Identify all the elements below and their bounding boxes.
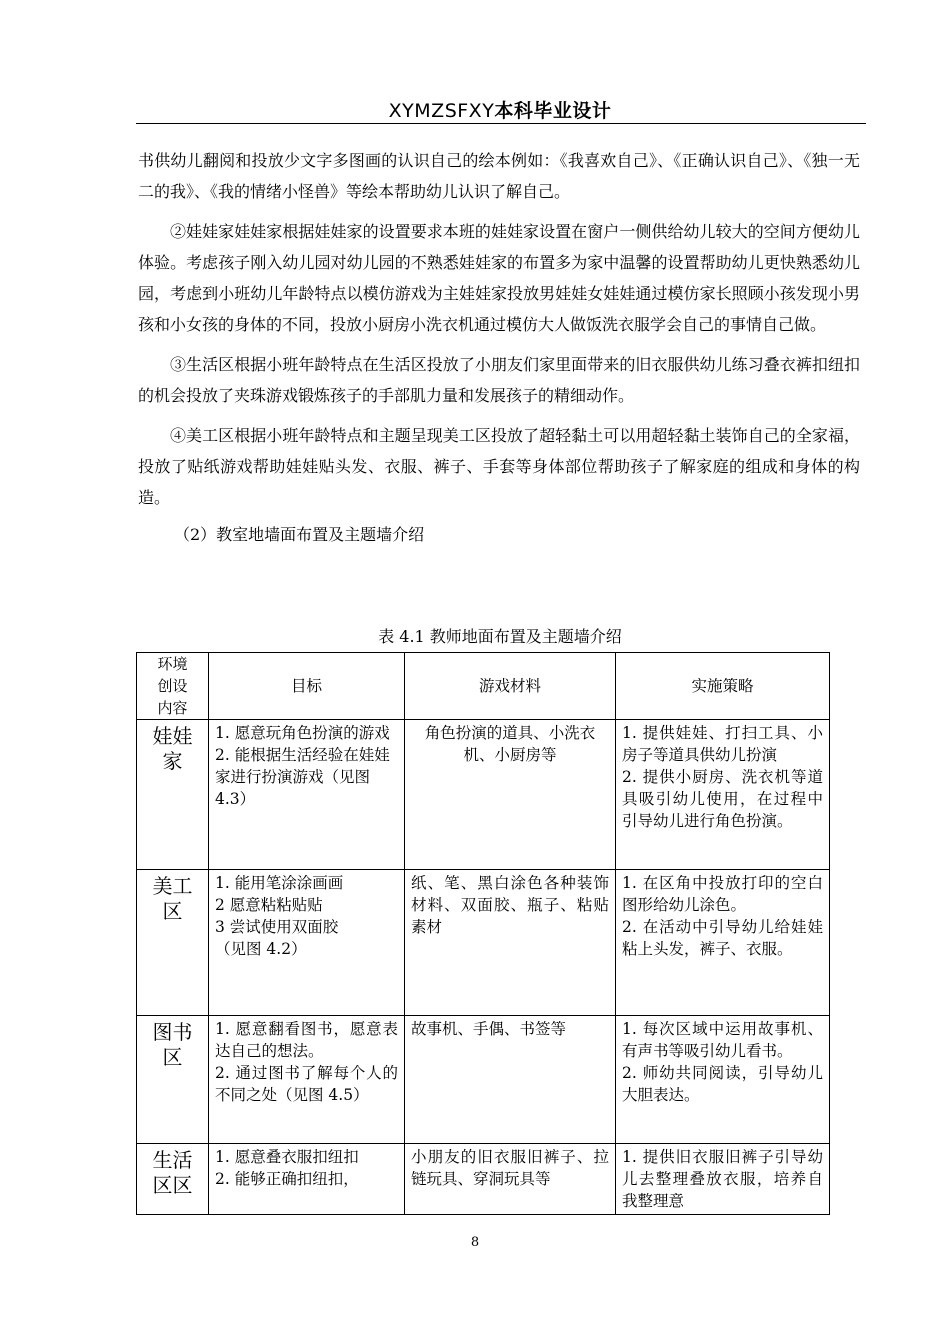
goal-item: 2 愿意粘粘贴贴 [215,896,323,914]
area-line: 美工 [152,874,193,898]
header-title: XYMZSFXY [388,100,495,122]
area-line: 家 [162,749,183,773]
paragraph-doll-house: ②娃娃家娃娃家根据娃娃家的设置要求本班的娃娃家设置在窗户一侧供给幼儿较大的空间方便幼儿体验。考虑孩子刚入幼儿园对幼儿园的不熟悉娃娃家的布置多为家中温馨的设置帮助幼儿更快熟悉幼儿园，考虑到小班幼儿年龄特点以模仿游戏为主娃娃家投放男娃娃女娃娃通过模仿家长照顾小孩发现小男孩和小女孩的身体的不同，投放小厨房小洗衣机通过模仿大人做饭洗衣服学会自己的事情自己做。 [138,222,860,334]
strategy-cell [616,720,830,870]
strategy-item: 2. 提供小厨房、洗衣机等道具吸引幼儿使用，在过程中引导幼儿进行角色扮演。 [622,768,823,830]
header-materials: 游戏材料 [405,653,616,720]
strategy-item: 1. 在区角中投放打印的空白图形给幼儿涂色。 [622,874,823,914]
area-line: 区 [162,1045,183,1069]
strategy-item: 2. 师幼共同阅读，引导幼儿大胆表达。 [622,1064,823,1104]
materials-cell: 故事机、手偶、书签等 [405,1016,616,1144]
table-row [137,1016,830,1144]
area-line: 区区 [152,1173,193,1197]
paragraph-continuation: 书供幼儿翻阅和投放少文字多图画的认识自己的绘本例如：《我喜欢自己》、《正确认识自己》、《独一无二的我》、《我的情绪小怪兽》等绘本帮助幼儿认识了解自己。 [138,151,860,201]
goal-item: 2. 能根据生活经验在娃娃家进行扮演游戏（见图 4.3） [215,746,390,808]
goal-item: 1. 愿意翻看图书，愿意表达自己的想法。 [215,1020,398,1060]
goal-cell [209,720,405,870]
goal-item: 2. 能够正确扣纽扣， [215,1170,359,1188]
strategy-item: 1. 提供旧衣服旧裤子引导幼儿去整理叠放衣服，培养自我整理意 [622,1148,823,1210]
area-line: 图书 [152,1020,193,1044]
area-line: 生活 [152,1148,193,1172]
paragraph-art-area: ④美工区根据小班年龄特点和主题呈现美工区投放了超轻黏土可以用超轻黏土装饰自己的全家福，投放了贴纸游戏帮助娃娃贴头发、衣服、裤子、手套等身体部位帮助孩子了解家庭的组成和身体的构造。 [138,426,860,507]
header-area-line: 创设 [157,677,188,695]
goal-item: 3 尝试使用双面胶 [215,918,339,936]
body-text [138,145,860,550]
subsection-heading: （2）教室地墙面布置及主题墙介绍 [174,525,425,544]
table-row [137,870,830,1016]
header-area-line: 环境 [157,655,188,673]
goal-item: 1. 愿意玩角色扮演的游戏 [215,724,390,742]
area-cell [137,720,209,870]
goal-item: 1. 愿意叠衣服扣纽扣 [215,1148,359,1166]
table-row [137,1144,830,1215]
area-line: 区 [162,899,183,923]
header-area-line: 内容 [157,699,188,717]
header-goal: 目标 [209,653,405,720]
table-header-row [137,653,830,720]
materials-cell: 角色扮演的道具、小洗衣机、小厨房等 [405,720,616,870]
area-cell [137,1016,209,1144]
goal-item: （见图 4.2） [215,940,307,958]
goal-item: 2. 通过图书了解每个人的不同之处（见图 4.5） [215,1064,398,1104]
area-line: 娃娃 [152,724,193,748]
page-header [136,96,864,122]
paragraph-life-area: ③生活区根据小班年龄特点在生活区投放了小朋友们家里面带来的旧衣服供幼儿练习叠衣裤扣纽扣的机会投放了夹珠游戏锻炼孩子的手部肌力量和发展孩子的精细动作。 [138,355,860,405]
strategy-cell [616,1016,830,1144]
strategy-item: 1. 提供娃娃、打扫工具、小房子等道具供幼儿扮演 [622,724,823,764]
goal-cell [209,1016,405,1144]
header-strategy: 实施策略 [616,653,830,720]
strategy-cell [616,1144,830,1215]
goal-cell [209,1144,405,1215]
goal-cell [209,870,405,1016]
materials-cell: 小朋友的旧衣服旧裤子、拉链玩具、穿洞玩具等 [405,1144,616,1215]
strategy-item: 1. 每次区域中运用故事机、有声书等吸引幼儿看书。 [622,1020,823,1060]
area-cell [137,1144,209,1215]
table-caption: 表 4.1 教师地面布置及主题墙介绍 [378,627,622,646]
header-suffix: 本科毕业设计 [494,100,612,122]
table-row [137,720,830,870]
header-divider [136,123,866,124]
strategy-cell [616,870,830,1016]
page-number: 8 [470,1235,480,1250]
area-cell [137,870,209,1016]
materials-cell: 纸、笔、黑白涂色各种装饰材料、双面胶、瓶子、粘贴素材 [405,870,616,1016]
strategy-item: 2. 在活动中引导幼儿给娃娃粘上头发，裤子、衣服。 [622,918,823,958]
environment-table [136,652,830,1215]
goal-item: 1. 能用笔涂涂画画 [215,874,344,892]
header-area [137,653,209,720]
